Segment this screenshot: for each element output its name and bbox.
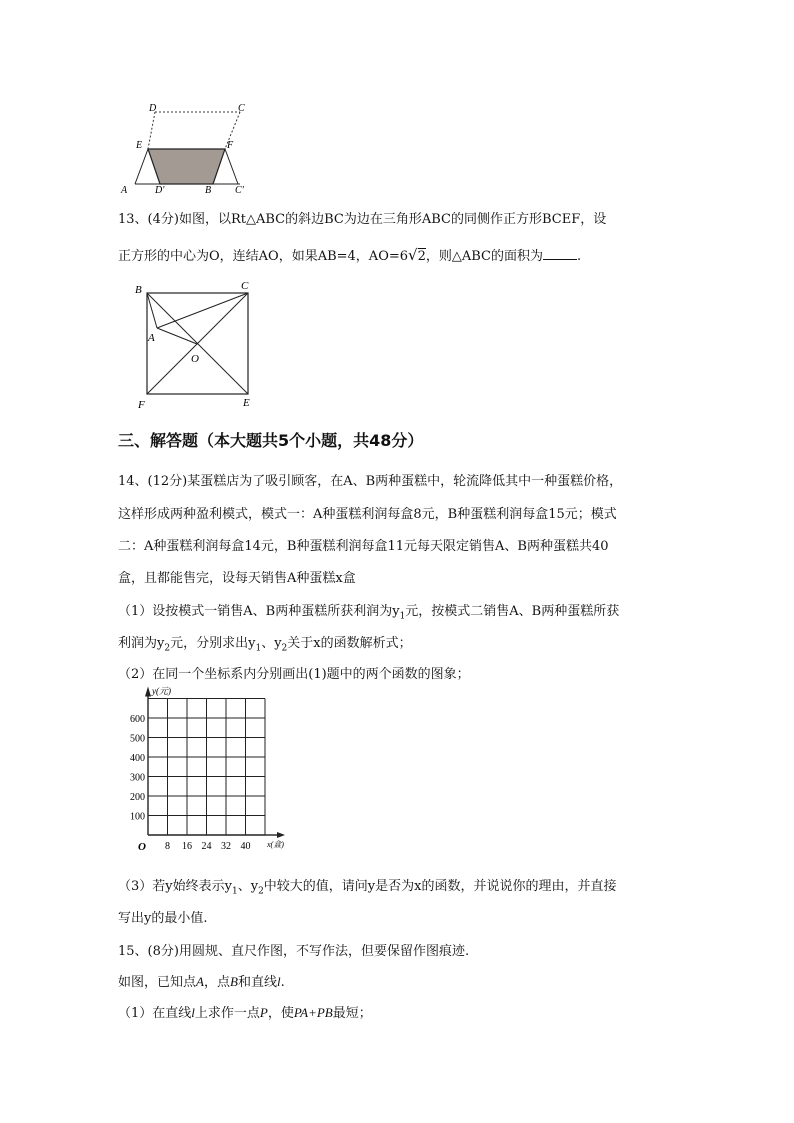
q15-part1 bbox=[118, 1002, 372, 1021]
y-axis-label: y(元) bbox=[152, 686, 171, 696]
text: ，使 bbox=[267, 1006, 294, 1021]
text: （3）若y始终表示y bbox=[118, 879, 232, 894]
label-F: F bbox=[227, 140, 234, 151]
subscript: 2 bbox=[164, 643, 171, 654]
label-C: C bbox=[238, 103, 245, 114]
subscript: 1 bbox=[255, 643, 262, 654]
point-B: B bbox=[229, 974, 238, 989]
expression: PA+PB bbox=[293, 1005, 333, 1020]
text: （1）设按模式一销售A、B两种蛋糕所获利润为y bbox=[118, 604, 400, 619]
label-B: B bbox=[135, 284, 142, 296]
text: ，点 bbox=[203, 975, 230, 990]
text: 元，分别求出y bbox=[170, 636, 256, 651]
q13-line2-text: 正方形的中心为O，连结AO，如果AB=4，AO=6 bbox=[118, 249, 409, 264]
text: 关于x的函数解析式； bbox=[287, 636, 412, 651]
label-C-prime: C' bbox=[235, 185, 244, 196]
label-O: O bbox=[191, 353, 199, 365]
text: 元，按模式二销售A、B两种蛋糕所获 bbox=[405, 604, 620, 619]
q14-line3: 二：A种蛋糕利润每盒14元，B种蛋糕利润每盒11元每天限定销售A、B两种蛋糕共40 bbox=[118, 539, 609, 554]
text: 如图，已知点 bbox=[118, 975, 197, 990]
x-axis-arrow bbox=[277, 832, 285, 838]
y-tick-label: 600 bbox=[130, 714, 145, 725]
label-D-prime: D' bbox=[155, 185, 165, 196]
x-tick-label: 8 bbox=[165, 841, 170, 852]
y-tick-label: 200 bbox=[130, 792, 145, 803]
q14-part2: （2）在同一个坐标系内分别画出(1)题中的两个函数的图象； bbox=[118, 667, 470, 682]
subscript: 2 bbox=[281, 643, 288, 654]
answer-blank bbox=[543, 247, 577, 260]
origin-label: O bbox=[138, 841, 146, 853]
q14-line2: 这样形成两种盈利模式，模式一：A种蛋糕利润每盒8元，B种蛋糕利润每盒15元；模式 bbox=[118, 507, 617, 522]
subscript: 2 bbox=[258, 886, 264, 897]
label-B: B bbox=[205, 185, 212, 196]
sqrt-value: 2 bbox=[417, 249, 426, 264]
text: 上求作一点 bbox=[194, 1006, 260, 1021]
y-tick-label: 500 bbox=[130, 733, 145, 745]
q14-part1-line2 bbox=[118, 632, 412, 654]
label-C: C bbox=[241, 280, 249, 292]
label-D: D bbox=[149, 103, 157, 114]
point-P: P bbox=[259, 1005, 268, 1020]
y-tick-label: 300 bbox=[130, 772, 145, 784]
point-A: A bbox=[196, 974, 204, 989]
q14-part3-line1 bbox=[118, 875, 616, 897]
q14-part3-line2: 写出y的最小值. bbox=[118, 911, 208, 926]
text: 中较大的值，请问y是否为x的函数，并说说你的理由，并直接 bbox=[263, 879, 617, 894]
x-tick-label: 32 bbox=[221, 841, 231, 852]
text: 和直线 bbox=[237, 975, 277, 990]
x-axis-label: x(盒) bbox=[267, 840, 284, 849]
x-tick-label: 40 bbox=[240, 841, 251, 852]
grid-lines bbox=[145, 687, 285, 839]
text: 、y bbox=[237, 879, 259, 894]
shaded-trapezoid bbox=[148, 149, 225, 184]
label-A: A bbox=[148, 332, 155, 344]
x-tick-label: 24 bbox=[201, 841, 212, 852]
label-E: E bbox=[136, 140, 143, 151]
q15-line2 bbox=[118, 971, 285, 990]
square-figure bbox=[130, 278, 260, 413]
text: （1）在直线 bbox=[118, 1006, 192, 1021]
x-tick-label: 16 bbox=[182, 841, 192, 852]
q13-line2-post: ，则△ABC的面积为 bbox=[425, 249, 544, 264]
sqrt-symbol: √ bbox=[408, 246, 418, 264]
q15-line1: 15、(8分)用圆规、直尺作图，不写作法，但要保留作图痕迹. bbox=[118, 944, 470, 959]
coordinate-grid bbox=[125, 683, 305, 858]
line-l: l bbox=[276, 974, 281, 989]
label-A: A bbox=[121, 185, 128, 196]
q13-line2-end: . bbox=[577, 249, 582, 264]
label-E: E bbox=[243, 397, 250, 409]
text: 、y bbox=[261, 636, 282, 651]
q14-part1-line1 bbox=[118, 600, 619, 622]
subscript: 1 bbox=[231, 886, 238, 897]
q13-line2 bbox=[118, 245, 581, 264]
text: . bbox=[280, 975, 285, 990]
label-F: F bbox=[138, 399, 145, 411]
section-heading: 三、解答题（本大题共5个小题，共48分） bbox=[118, 431, 424, 450]
q14-line1: 14、(12分)某蛋糕店为了吸引顾客，在A、B两种蛋糕中，轮流降低其中一种蛋糕价格， bbox=[118, 474, 623, 489]
y-tick-label: 400 bbox=[130, 753, 145, 764]
text: 利润为y bbox=[118, 636, 165, 651]
text: 最短； bbox=[332, 1006, 372, 1021]
parallelogram-figure bbox=[115, 98, 265, 198]
line-l: l bbox=[191, 1005, 195, 1020]
subscript: 1 bbox=[399, 611, 406, 622]
q14-line4: 盒，且都能售完，设每天销售A种蛋糕x盒 bbox=[118, 571, 356, 586]
q13-line1: 13、(4分)如图，以Rt△ABC的斜边BC为边在三角形ABC的同侧作正方形BCEF，设 bbox=[118, 212, 607, 227]
y-tick-label: 100 bbox=[130, 811, 145, 823]
